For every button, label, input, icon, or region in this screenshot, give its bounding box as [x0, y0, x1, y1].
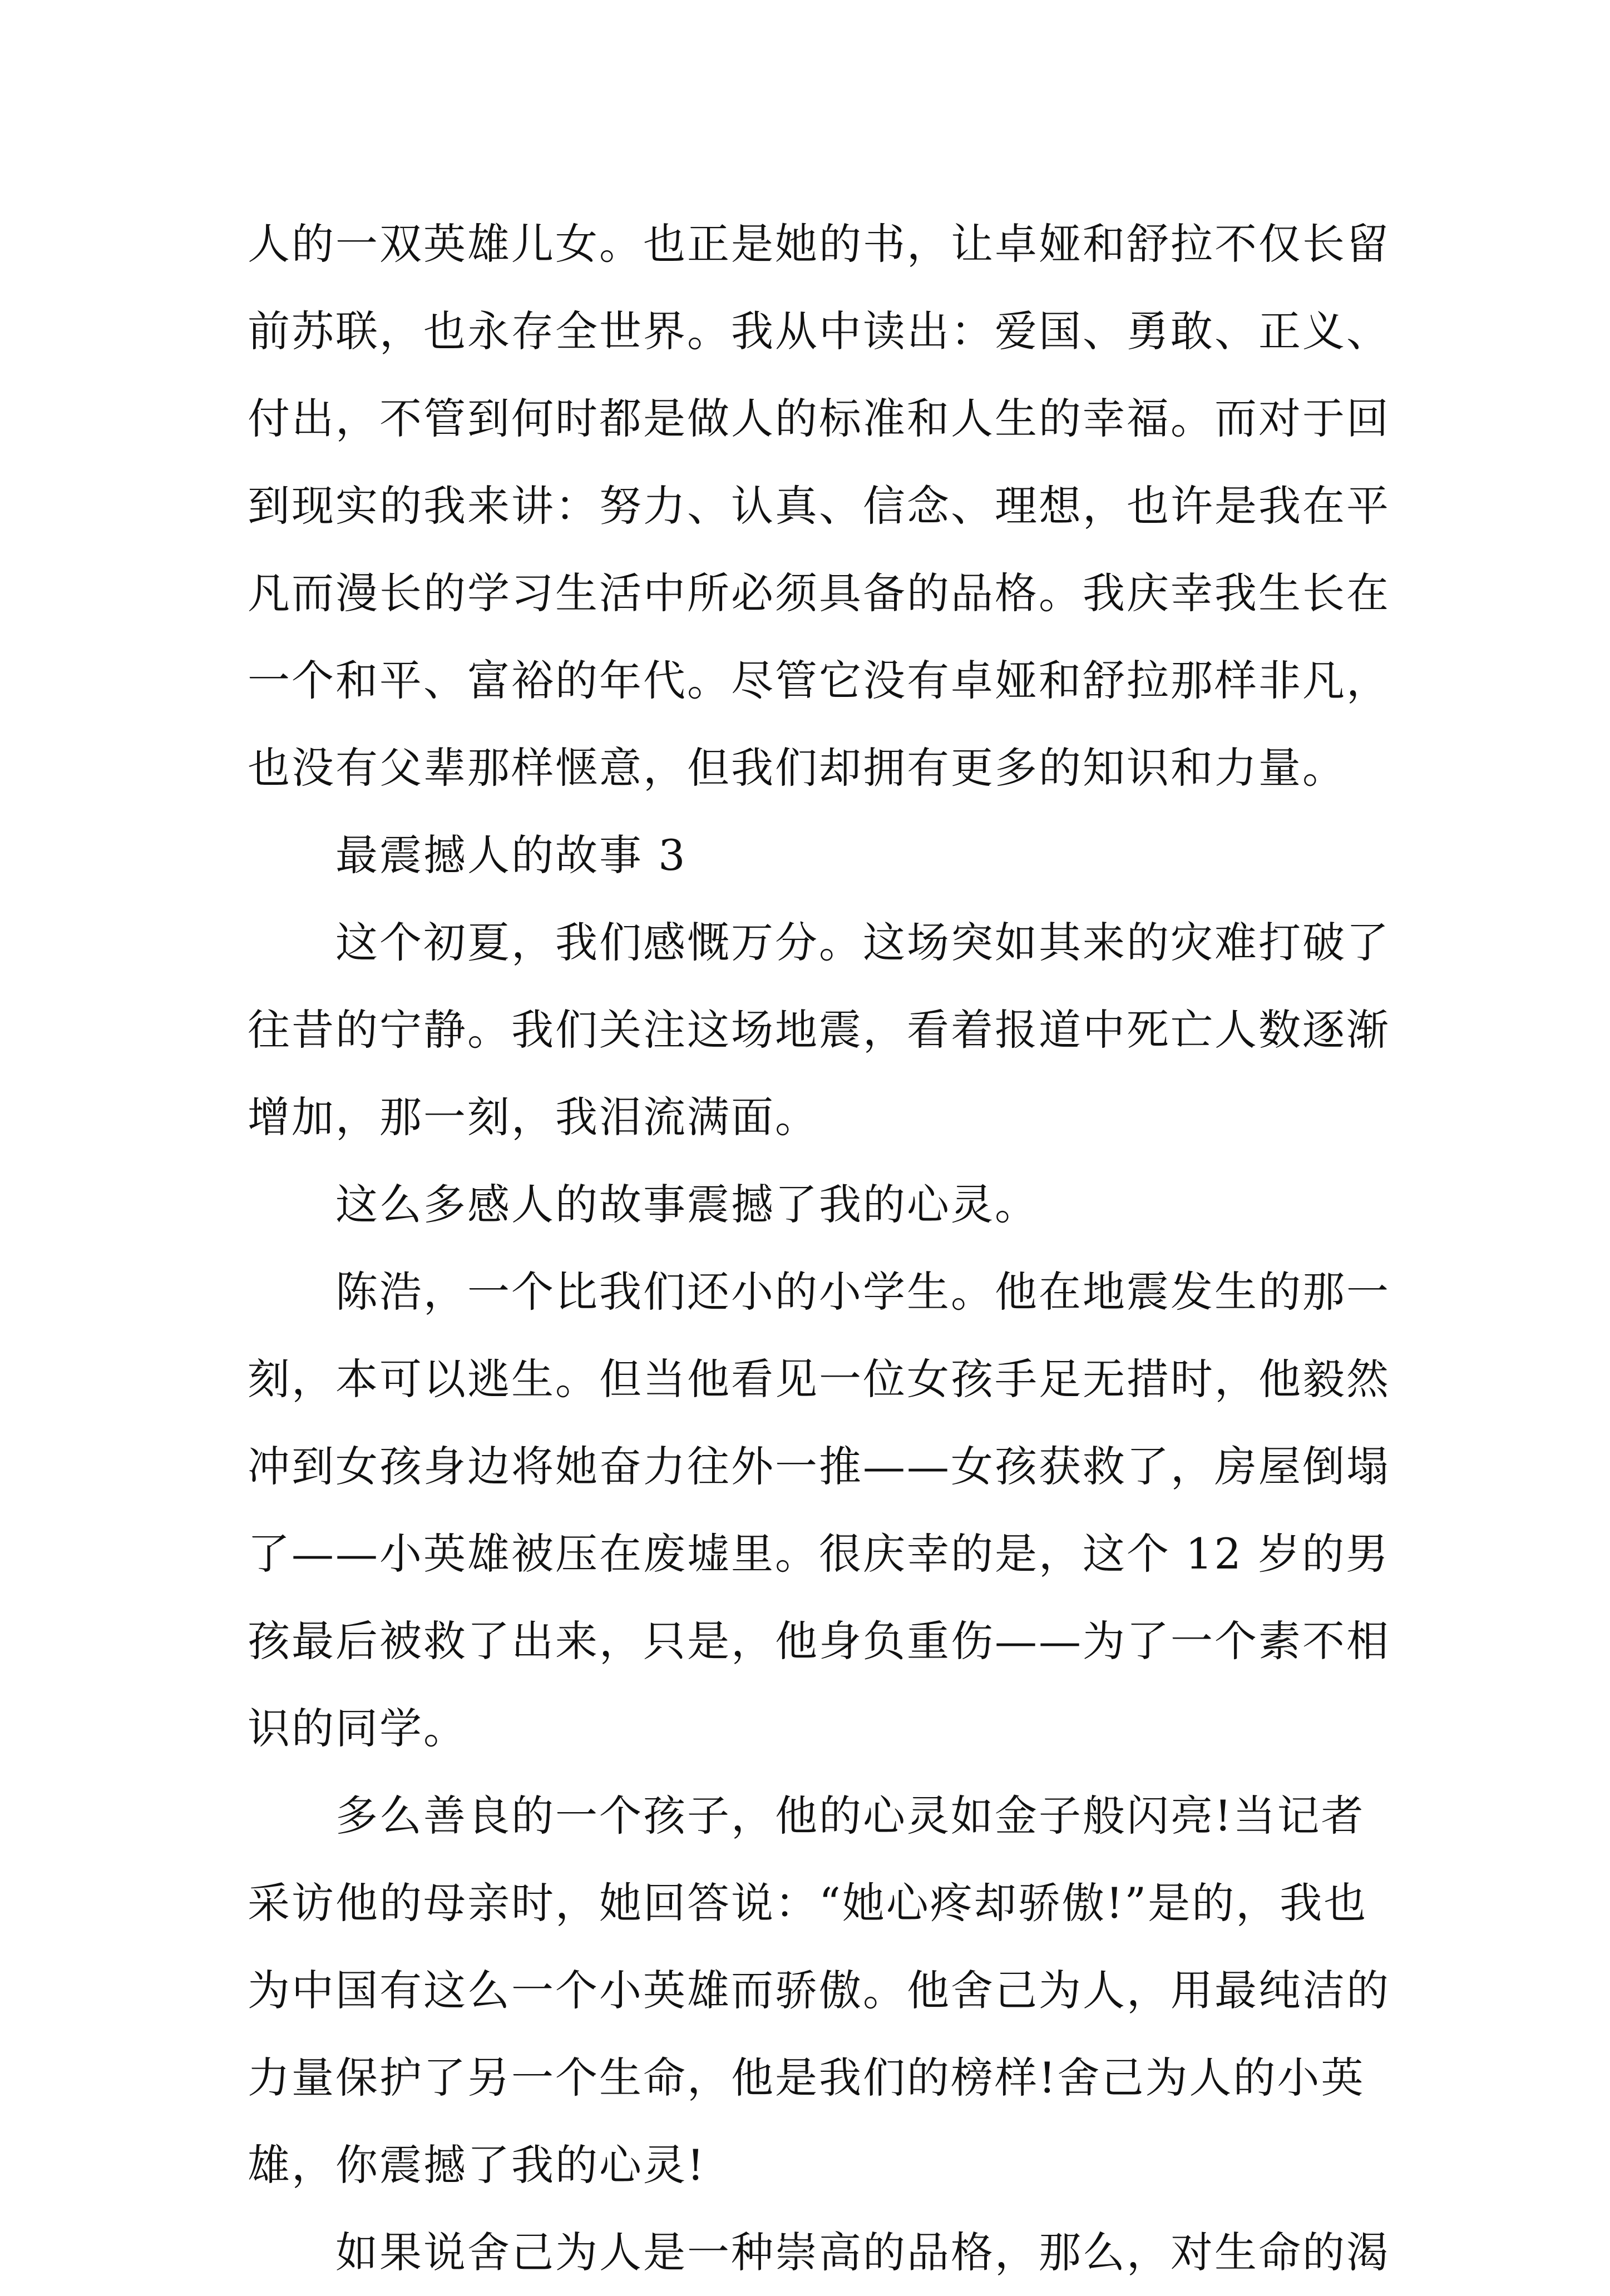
text-line: 陈浩，一个比我们还小的小学生。他在地震发生的那一	[335, 1267, 1390, 1317]
text-line: 凡而漫长的学习生活中所必须具备的品格。我庆幸我生长在	[248, 568, 1390, 618]
text-line: 付出，不管到何时都是做人的标准和人生的幸福。而对于回	[248, 394, 1390, 443]
paragraph	[248, 1248, 1390, 1772]
text-line: 孩最后被救了出来，只是，他身负重伤——为了一个素不相	[248, 1616, 1390, 1666]
text-line: 力量保护了另一个生命，他是我们的榜样!舍己为人的小英	[248, 2053, 1365, 2102]
text-line: 采访他的母亲时，她回答说：“她心疼却骄傲!”是的，我也	[248, 1878, 1368, 1928]
text-line: 前苏联，也永存全世界。我从中读出：爱国、勇敢、正义、	[248, 306, 1390, 356]
text-line: 一个和平、富裕的年代。尽管它没有卓娅和舒拉那样非凡，	[248, 656, 1390, 705]
paragraph	[248, 1161, 1371, 1248]
text-line: 增加，那一刻，我泪流满面。	[248, 1092, 819, 1142]
text-line: 如果说舍己为人是一种崇高的品格，那么，对生命的渴	[335, 2228, 1390, 2277]
paragraph	[248, 899, 1390, 1161]
text-line: 了——小英雄被压在废墟里。很庆幸的是，这个 12 岁的男	[248, 1529, 1390, 1578]
text-line: 人的一双英雄儿女。也正是她的书，让卓娅和舒拉不仅长留	[248, 219, 1390, 269]
text-line: 为中国有这么一个小英雄而骄傲。他舍己为人，用最纯洁的	[248, 1966, 1390, 2015]
paragraph	[248, 2209, 1390, 2296]
text-line: 雄，你震撼了我的心灵!	[248, 2140, 706, 2190]
paragraph	[248, 1772, 1390, 2209]
text-line: 多么善良的一个孩子，他的心灵如金子般闪亮!当记者	[335, 1791, 1365, 1840]
text-line: 冲到女孩身边将她奋力往外一推——女孩获救了，房屋倒塌	[248, 1442, 1390, 1491]
text-line: 这么多感人的故事震撼了我的心灵。	[335, 1180, 1039, 1229]
section-heading: 最震撼人的故事 3	[335, 830, 687, 880]
paragraph-continuation	[248, 200, 1390, 811]
text-line: 也没有父辈那样惬意，但我们却拥有更多的知识和力量。	[248, 743, 1346, 793]
text-line: 这个初夏，我们感慨万分。这场突如其来的灾难打破了	[335, 918, 1390, 967]
text-line: 识的同学。	[248, 1704, 467, 1753]
text-line: 刻，本可以逃生。但当他看见一位女孩手足无措时，他毅然	[248, 1354, 1390, 1404]
text-line: 往昔的宁静。我们关注这场地震，看着报道中死亡人数逐渐	[248, 1005, 1390, 1055]
document-body	[248, 200, 1390, 2296]
text-line: 到现实的我来讲：努力、认真、信念、理想，也许是我在平	[248, 481, 1390, 531]
